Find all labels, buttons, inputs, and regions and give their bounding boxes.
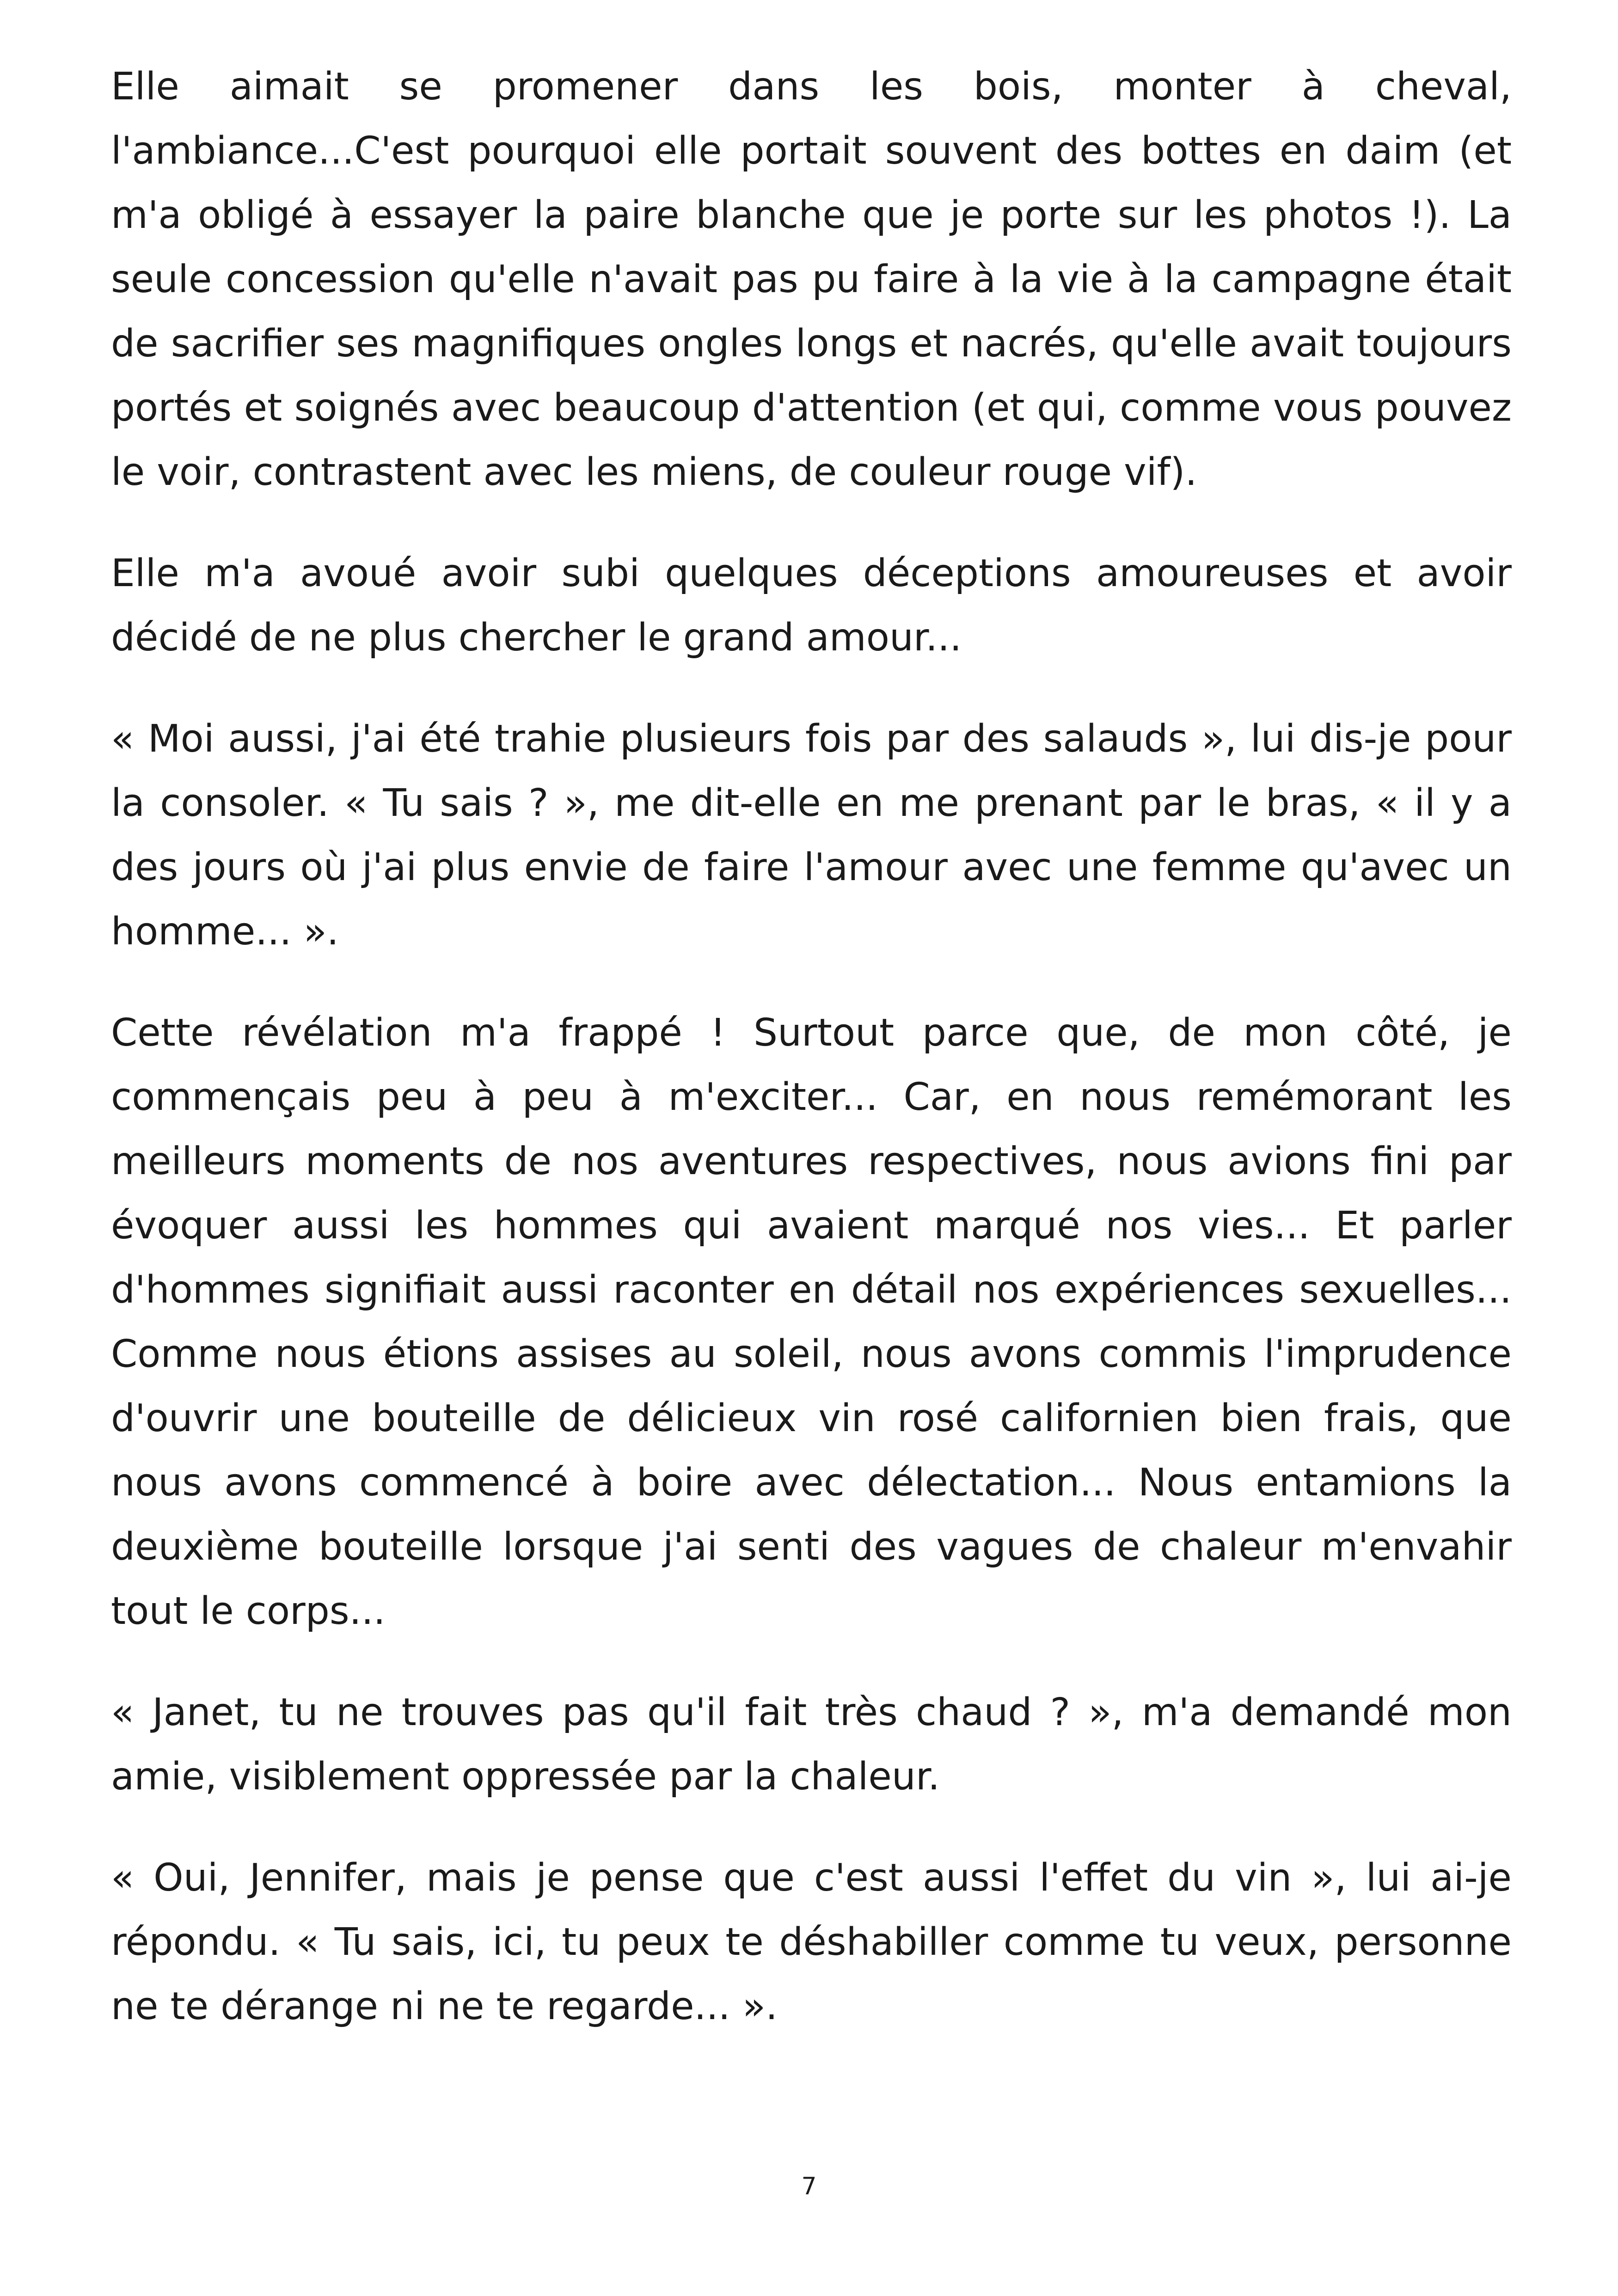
paragraph: Elle aimait se promener dans les bois, monter à cheval, l'ambiance...C'est pourquoi elle portait souvent des bottes en daim (et m'a obligé à essayer la paire blanche que je porte sur les photos !). La seule concession qu'elle n'avait pas pu faire à la vie à la campagne était de sacrifier ses magnifiques ongles longs et nacrés, qu'elle avait toujours portés et soignés avec beaucoup d'attention (et qui, comme vous pouvez le voir, contrastent avec les miens, de couleur rouge vif). (111, 65, 1512, 494)
paragraph: « Oui, Jennifer, mais je pense que c'est aussi l'effet du vin », lui ai-je répondu. « Tu sais, ici, tu peux te déshabiller comme tu veux, personne ne te dérange ni ne te regarde... ». (111, 1856, 1512, 2028)
body-text (111, 55, 1512, 2076)
paragraph: Elle m'a avoué avoir subi quelques déceptions amoureuses et avoir décidé de ne plus chercher le grand amour... (111, 551, 1512, 660)
paragraph: « Moi aussi, j'ai été trahie plusieurs fois par des salauds », lui dis-je pour la consoler. « Tu sais ? », me dit-elle en me prenant par le bras, « il y a des jours où j'ai plus envie de faire l'amour avec une femme qu'avec un homme... ». (111, 717, 1512, 954)
paragraph: Cette révélation m'a frappé ! Surtout parce que, de mon côté, je commençais peu à peu à m'exciter... Car, en nous remémorant les meilleurs moments de nos aventures respectives, nous avions fini par évoquer aussi les hommes qui avaient marqué nos vies... Et parler d'hommes signifiait aussi raconter en détail nos expériences sexuelles... Comme nous étions assises au soleil, nous avons commis l'imprudence d'ouvrir une bouteille de délicieux vin rosé californien bien frais, que nous avons commencé à boire avec délectation... Nous entamions la deuxième bouteille lorsque j'ai senti des vagues de chaleur m'envahir tout le corps... (111, 1011, 1512, 1633)
page-number: 7 (801, 2173, 817, 2200)
paragraph: « Janet, tu ne trouves pas qu'il fait très chaud ? », m'a demandé mon amie, visiblement oppressée par la chaleur. (111, 1690, 1512, 1799)
